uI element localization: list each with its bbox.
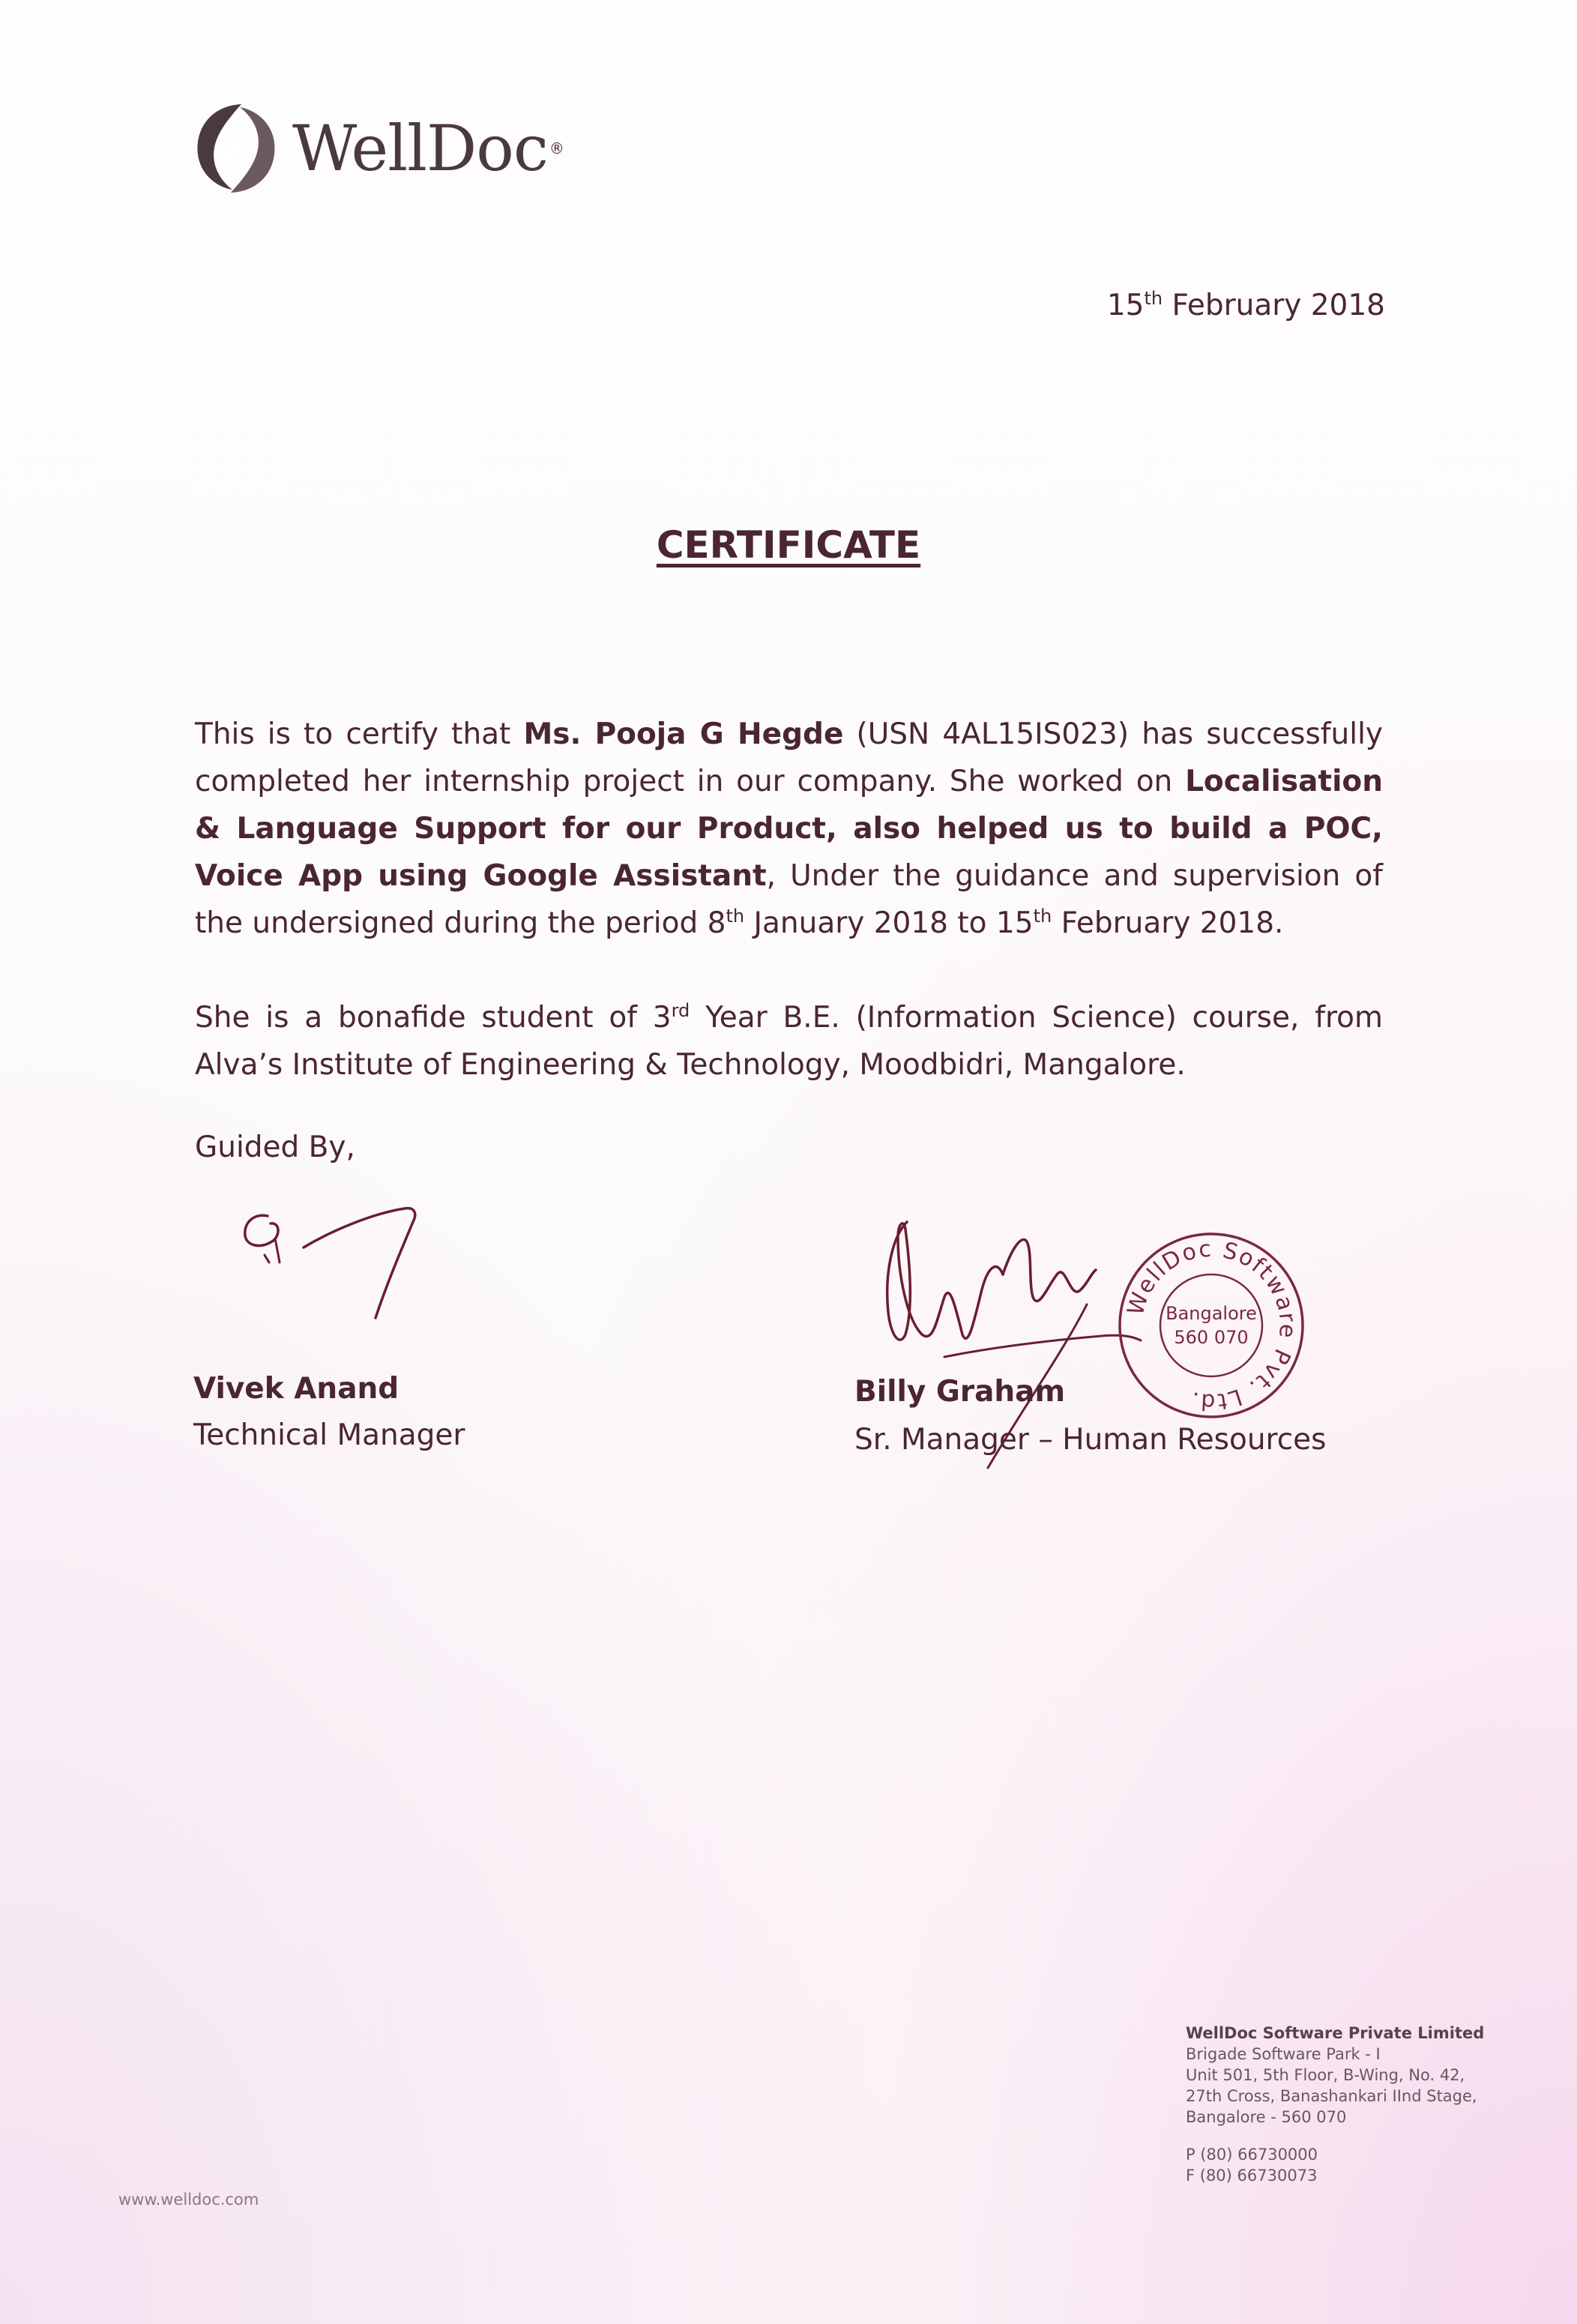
date-day: 15 [1106,289,1145,322]
project-description: Localisation & Language Support for our Product, also helped us to build a POC, Voice App using Google Assistant [195,765,1383,893]
p1-text-b: (USN 4AL15IS023) has successfully completed her internship project in our company. She worked on [195,717,1383,798]
welldoc-logo-icon [189,98,282,199]
p2-text-b: Year B.E. (Information Science) course, from Alva’s Institute of Engineering & Technology, Moodbidri, Mangalore. [195,1001,1383,1082]
letter-date [1107,289,1385,322]
p1-text-e: February 2018. [1052,906,1284,940]
student-name: Ms. Pooja G Hegde [523,717,844,751]
stamp-ring-text: WellDoc Software Pvt. Ltd. [1122,1235,1301,1415]
hr-name: Billy Graham [854,1375,1066,1409]
date-ordinal: th [1144,288,1163,309]
svg-text:WellDoc Software Pvt. Ltd. [1123,1236,1301,1415]
company-address-block [1186,2023,1484,2186]
p1-ordinal-2: th [1033,906,1052,927]
address-line: 27th Cross, Banashankari IInd Stage, [1186,2087,1477,2105]
guided-by-label: Guided By, [195,1131,355,1164]
stamp-pin: 560 070 [1174,1327,1249,1348]
guide-name: Vivek Anand [193,1372,399,1406]
certification-paragraph [195,711,1383,947]
guide-signature [221,1199,446,1334]
certificate-title: CERTIFICATE [656,523,921,567]
company-logo [189,96,564,201]
p2-ordinal: rd [671,1000,690,1021]
company-seal [1114,1228,1309,1423]
student-info-paragraph [195,994,1383,1089]
fax-number: F (80) 66730073 [1186,2167,1318,2185]
hr-title: Sr. Manager – Human Resources [854,1423,1327,1457]
company-legal-name: WellDoc Software Private Limited [1186,2024,1485,2042]
p1-text-c: , Under the guidance and supervision of the undersigned during the period 8 [195,859,1383,940]
p2-text-a: She is a bonafide student of 3 [195,1001,672,1035]
address-line: Brigade Software Park - I [1186,2045,1381,2063]
p1-ordinal-1: th [726,906,745,927]
date-month-year: February 2018 [1172,289,1385,322]
registered-mark: ® [549,139,564,157]
address-line: Bangalore - 560 070 [1186,2108,1347,2126]
guide-title: Technical Manager [193,1418,465,1452]
stamp-city: Bangalore [1166,1303,1257,1324]
phone-number: P (80) 66730000 [1186,2146,1318,2164]
brand-name: WellDoc [292,112,548,185]
address-line: Unit 501, 5th Floor, B-Wing, No. 42, [1186,2066,1465,2084]
p1-text-d: January 2018 to 15 [744,906,1034,940]
p1-text-a: This is to certify that [195,717,524,751]
company-website: www.welldoc.com [118,2191,259,2209]
